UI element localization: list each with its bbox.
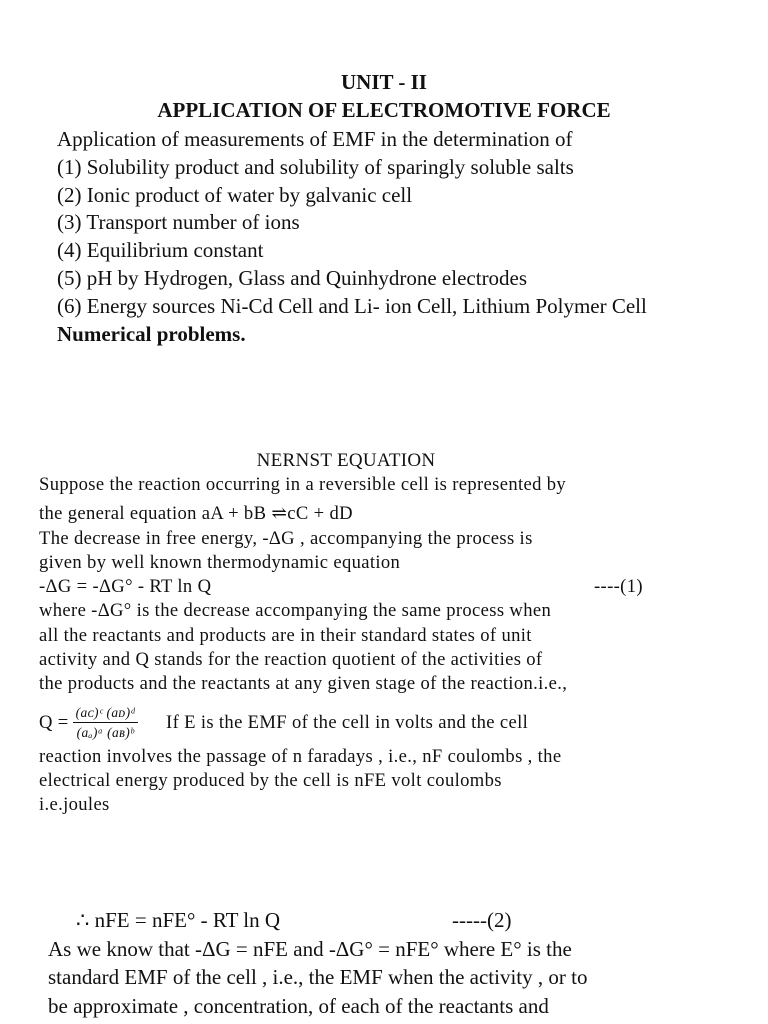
equation-1-text: -ΔG = -ΔG° - RT ln Q [39,576,212,598]
proof-line: As we know that -ΔG = nFE and -ΔG° = nFE° where E° is the [48,936,572,961]
nernst-line: given by well known thermodynamic equation [39,551,401,573]
syllabus-intro: Application of measurements of EMF in the determination of [57,127,573,151]
equation-2-text: ∴ nFE = nFE° - RT ln Q [76,908,281,932]
syllabus-item: (5) pH by Hydrogen, Glass and Quinhydrone electrodes [57,265,528,290]
nernst-body [39,473,739,818]
q-denominator: (aₐ)ᵃ (aʙ)ᵇ [76,725,135,741]
reaction-quotient [39,703,739,743]
equation-1-tag: ----(1) [594,576,643,598]
numerical-problems: Numerical problems. [57,321,246,346]
nernst-line: electrical energy produced by the cell is nFE volt coulombs [39,769,502,791]
nernst-line: the general equation aA + bB ⇌cC + dD [39,503,353,525]
nernst-heading: NERNST EQUATION [256,450,436,471]
equation-1 [39,575,739,599]
q-numerator: (aᴄ)ᶜ (aᴅ)ᵈ [73,705,138,723]
syllabus-section [57,126,647,348]
equation-2 [48,906,748,935]
nernst-line: where -ΔG° is the decrease accompanying the same process when [39,600,552,622]
nernst-line: i.e.joules [39,794,110,816]
syllabus-item: (4) Equilibrium constant [57,238,264,263]
proof-section [48,906,748,1020]
q-fraction [73,705,138,740]
q-prefix: Q = [39,711,69,733]
unit-title: UNIT - II [341,70,427,94]
nernst-line: reaction involves the passage of n faradays , i.e., nF coulombs , the [39,745,562,767]
q-text: If E is the EMF of the cell in volts and the cell [166,711,529,733]
syllabus-item: (6) Energy sources Ni-Cd Cell and Li- ion Cell, Lithium Polymer Cell [57,293,647,318]
nernst-line: Suppose the reaction occurring in a reversible cell is represented by [39,474,567,495]
syllabus-item: (2) Ionic product of water by galvanic cell [57,182,413,207]
syllabus-item: (1) Solubility product and solubility of sparingly soluble salts [57,154,574,179]
nernst-line: The decrease in free energy, -ΔG , accompanying the process is [39,527,533,549]
nernst-line: all the reactants and products are in their standard states of unit [39,624,532,646]
proof-line: be approximate , concentration, of each of the reactants and [48,993,549,1018]
syllabus-item: (3) Transport number of ions [57,210,300,235]
equation-2-tag: -----(2) [452,908,512,932]
unit-subtitle: APPLICATION OF ELECTROMOTIVE FORCE [157,98,611,122]
proof-line: standard EMF of the cell , i.e., the EMF when the activity , or to [48,965,588,989]
nernst-line: activity and Q stands for the reaction quotient of the activities of [39,649,543,671]
nernst-line: the products and the reactants at any given stage of the reaction.i.e., [39,673,568,695]
